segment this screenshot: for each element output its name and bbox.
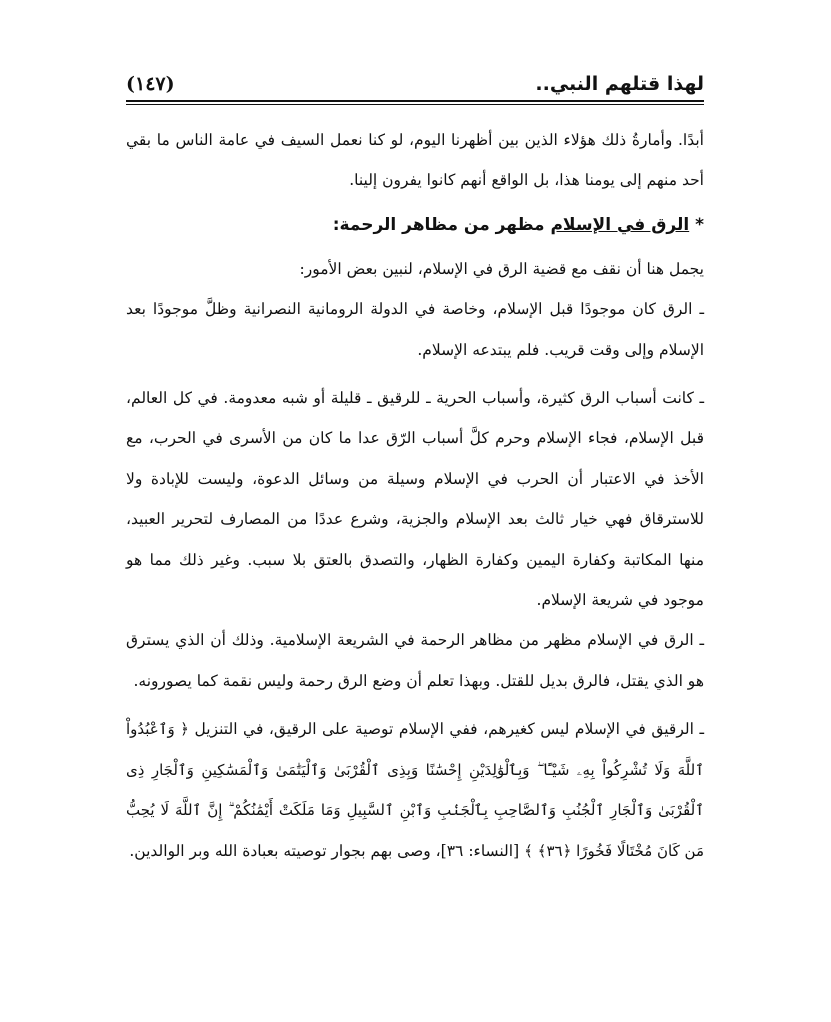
page-header [126, 70, 704, 98]
paragraph-point-1: ـ الرق كان موجودًا قبل الإسلام، وخاصة في الدولة الرومانية النصرانية وظلَّ موجودًا بعد الإسلام وإلى وقت قريب. فلم يبتدعه الإسلام. [126, 300, 704, 359]
header-rule-thin [126, 104, 704, 105]
section-heading [126, 201, 704, 249]
paragraph-intro: يجمل هنا أن نقف مع قضية الرق في الإسلام، لنبين بعض الأمور: [299, 259, 704, 278]
running-title: لهذا قتلهم النبي.. [535, 73, 704, 95]
page-number: (١٤٧) [126, 73, 175, 95]
point-4-intro: ـ الرقيق في الإسلام ليس كغيرهم، ففي الإسلام توصية على الرقيق، في التنزيل [194, 720, 704, 739]
heading-underlined-part: الرق في الإسلام [550, 214, 690, 235]
quran-verse: ﴿ وَٱعْبُدُواْ ٱللَّهَ وَلَا تُشْرِكُواْ بِهِۦ شَيْـًٔا ۖ وَبِٱلْوَٰلِدَيْنِ إِحْسَٰنًا وَبِذِى ٱلْقُرْبَىٰ وَٱلْيَتَٰمَىٰ وَٱلْمَسَٰكِينِ وَٱلْجَارِ ذِى ٱلْقُرْبَىٰ وَٱلْجَارِ ٱلْجُنُبِ وَٱلصَّاحِبِ بِٱلْجَنۢبِ وَٱبْنِ ٱلسَّبِيلِ وَمَا مَلَكَتْ أَيْمَٰنُكُمْ ۗ إِنَّ ٱللَّهَ لَا يُحِبُّ مَن كَانَ مُخْتَالًا فَخُورًا ﴿٣٦﴾ ﴾ [126, 720, 704, 860]
paragraph-point-2: ـ كانت أسباب الرق كثيرة، وأسباب الحرية ـ للرقيق ـ قليلة أو شبه معدومة. في كل العالم، قبل الإسلام، فجاء الإسلام وحرم كلَّ أسباب الرّق عدا ما كان من الأسرى في الحرب، مع الأخذ في الاعتبار أن الحرب في الإسلام وسيلة من وسائل الدعوة، وليست للإبادة ولا للاسترقاق فهي خيار ثالث بعد الإسلام والجزية، وشرع عددًا من المصارف لتحرير العبيد، منها المكاتبة وكفارة اليمين وكفارة الظهار، والتصدق بالعتق بلا سبب. وغير ذلك مما هو موجود في شريعة الإسلام. [126, 389, 704, 610]
header-rule-thick [126, 100, 704, 102]
heading-star: * [695, 214, 704, 235]
paragraph-point-4 [126, 709, 704, 871]
paragraph-point-3: ـ الرق في الإسلام مظهر من مظاهر الرحمة في الشريعة الإسلامية. وذلك أن الذي يسترق هو الذي يقتل، فالرق بديل للقتل. وبهذا تعلم أن وضع الرق رحمة وليس نقمة كما يصورونه. [126, 631, 704, 690]
verse-reference: [النساء: ٣٦]، وصى بهم بجوار توصيته بعبادة الله وبر الوالدين. [129, 841, 520, 860]
page-body [126, 120, 704, 871]
heading-rest: مظهر من مظاهر الرحمة: [332, 214, 545, 235]
paragraph-continuation: أبدًا. وأمارةُ ذلك هؤلاء الذين بين أظهرنا اليوم، لو كنا نعمل السيف في عامة الناس ما بقي أحد منهم إلى يومنا هذا، بل الواقع أنهم كانوا يفرون إلينا. [126, 131, 704, 190]
